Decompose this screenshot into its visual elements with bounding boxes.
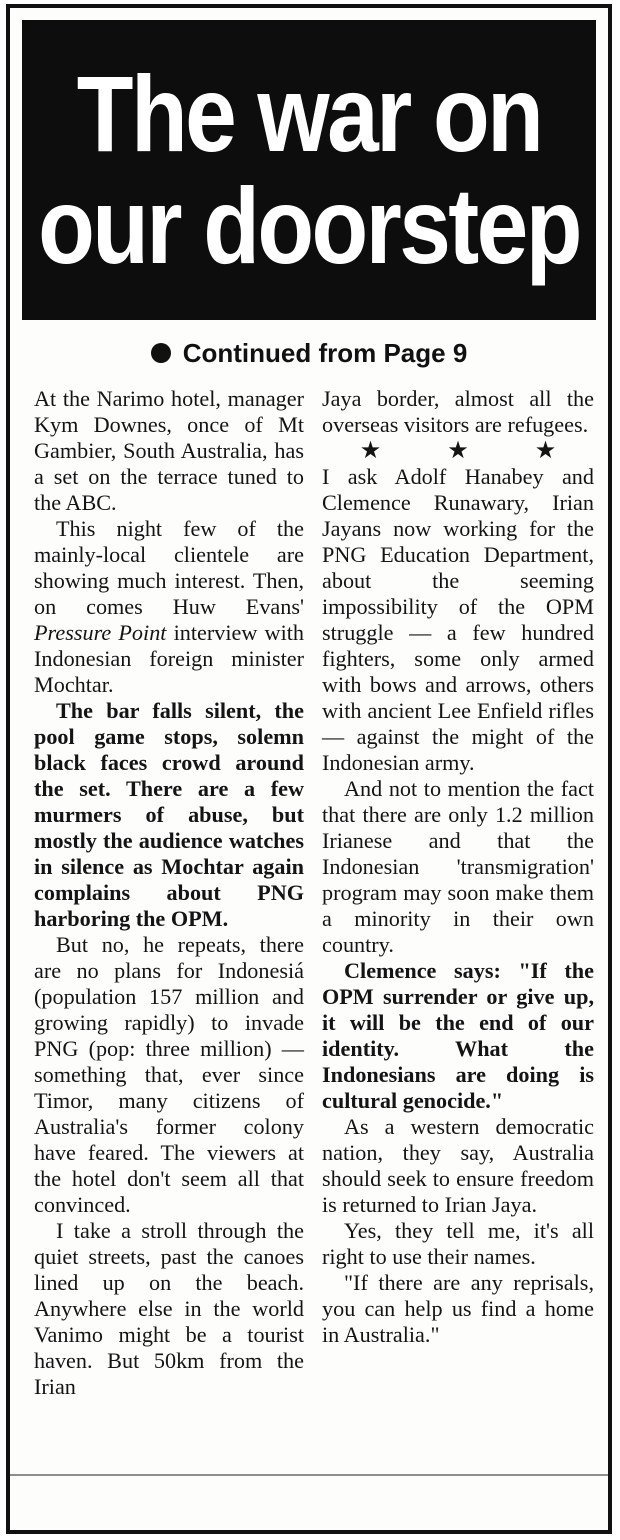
paragraph: The bar falls silent, the pool game stops, solemn black faces crowd around the set. There are a few murmers of abuse, but mostly the audience watches in silence as Mochtar again complains about PNG harboring the OPM. bbox=[34, 698, 304, 931]
paragraph: Yes, they tell me, it's all right to use their names. bbox=[322, 1218, 594, 1269]
article-column-right bbox=[322, 386, 594, 1348]
paragraph-text: This night few of the mainly-local clientele are showing much interest. Then, on comes Huw Evans' bbox=[34, 516, 304, 619]
paragraph: I take a stroll through the quiet streets, past the canoes lined up on the beach. Anywhere else in the world Vanimo might be a tourist haven. But 50km from the Irian bbox=[34, 1218, 304, 1399]
scan-divider-line bbox=[10, 1474, 608, 1476]
paragraph: As a western democratic nation, they say, Australia should seek to ensure freedom is returned to Irian Jaya. bbox=[322, 1114, 594, 1217]
paragraph: I ask Adolf Hanabey and Clemence Runawary, Irian Jayans now working for the PNG Education Department, about the seeming impossibility of the OPM struggle — a few hundred fighters, some only armed with bows and arrows, others with ancient Lee Enfield rifles — against the might of the Indonesian army. bbox=[322, 464, 594, 775]
article-column-left bbox=[34, 386, 304, 1400]
paragraph bbox=[34, 516, 304, 698]
paragraph: "If there are any reprisals, you can help us find a home in Australia." bbox=[322, 1270, 594, 1347]
headline-banner bbox=[22, 20, 596, 320]
bullet-icon bbox=[151, 343, 171, 363]
continued-notice bbox=[10, 338, 608, 369]
newspaper-clipping bbox=[6, 4, 612, 1534]
paragraph: Clemence says: "If the OPM surrender or give up, it will be the end of our identity. What the Indonesians are doing is cultural genocide." bbox=[322, 958, 594, 1113]
continued-text: Continued from Page 9 bbox=[182, 338, 468, 368]
paragraph: And not to mention the fact that there are only 1.2 million Irianese and that the Indonesian 'transmigration' program may soon make them a minority in their own country. bbox=[322, 776, 594, 957]
paragraph: Jaya border, almost all the overseas visitors are refugees. bbox=[322, 386, 594, 437]
headline-line-1: The war on bbox=[76, 53, 542, 174]
paragraph: But no, he repeats, there are no plans for Indonesiá (population 157 million and growing rapidly) to invade PNG (pop: three million) — something that, ever since Timor, many citizens of Australia's former colony have feared. The viewers at the hotel don't seem all that convinced. bbox=[34, 932, 304, 1217]
section-break-stars: ★ ★ ★ bbox=[359, 438, 587, 464]
headline-line-2: our doorstep bbox=[38, 165, 580, 286]
paragraph: At the Narimo hotel, manager Kym Downes, once of Mt Gambier, South Australia, has a set on the terrace tuned to the ABC. bbox=[34, 386, 304, 515]
paragraph-text: interview with Indonesian foreign minister Mochtar. bbox=[34, 620, 305, 697]
program-title: Pressure Point bbox=[34, 620, 167, 645]
